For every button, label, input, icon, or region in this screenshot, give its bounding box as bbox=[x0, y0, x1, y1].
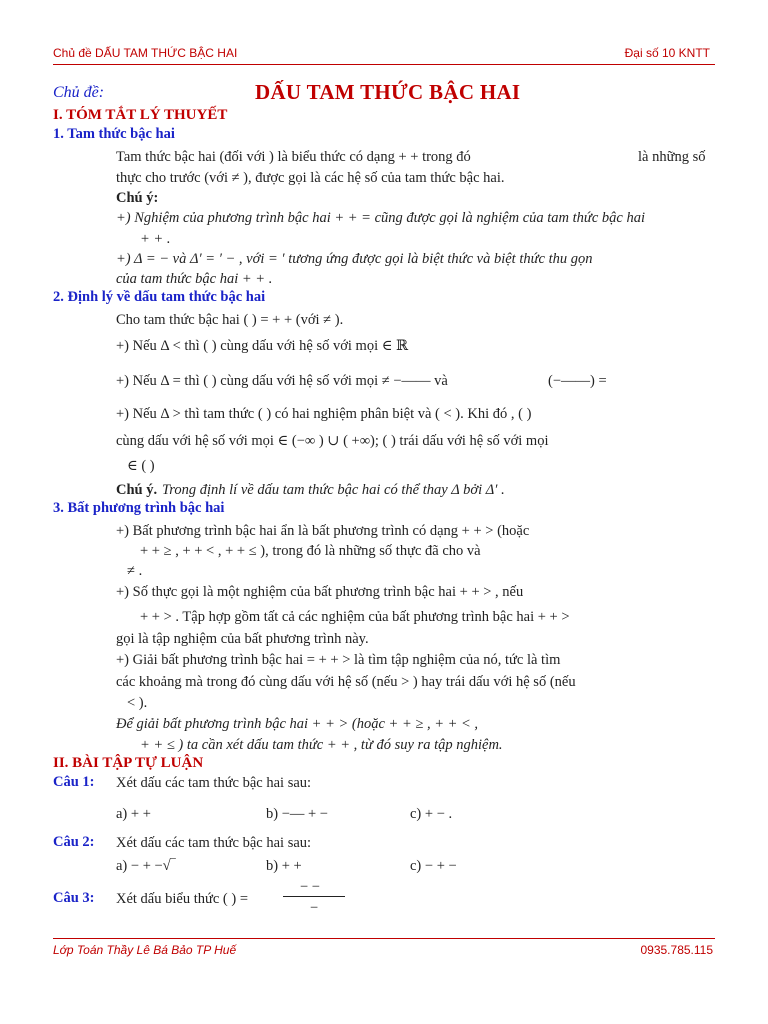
para-line: Tam thức bậc hai (đối với ) là biểu thức có dạng + + trong đó bbox=[116, 149, 471, 165]
para-line: là những số bbox=[638, 149, 706, 165]
para-line: + + ≤ ) ta cần xét dấu tam thức + + , từ đó suy ra tập nghiệm. bbox=[140, 737, 503, 753]
note-label: Chú ý. bbox=[116, 482, 158, 498]
page-title: DẤU TAM THỨC BẬC HAI bbox=[255, 80, 521, 104]
subsection-1-heading: 1. Tam thức bậc hai bbox=[53, 126, 175, 142]
footer-rule bbox=[53, 938, 715, 939]
subsection-3-heading: 3. Bất phương trình bậc hai bbox=[53, 500, 225, 516]
question-2-a: a) − + −√‾ bbox=[116, 858, 176, 874]
para-line: + + > . Tập hợp gồm tất cả các nghiệm của bất phương trình bậc hai + + > bbox=[140, 609, 570, 625]
para-line: ∈ ( ) bbox=[127, 458, 155, 474]
note-line: + + . bbox=[140, 231, 171, 247]
para-line: thực cho trước (với ≠ ), được gọi là các hệ số của tam thức bậc hai. bbox=[116, 170, 505, 186]
fraction-numerator: − − bbox=[300, 879, 320, 895]
question-1-b: b) −— + − bbox=[266, 806, 328, 822]
para-line: +) Nếu Δ < thì ( ) cùng dấu với hệ số với mọi ∈ ℝ bbox=[116, 338, 409, 354]
para-line: (−——) = bbox=[548, 373, 607, 389]
para-line: +) Nếu Δ > thì tam thức ( ) có hai nghiệm phân biệt và ( < ). Khi đó , ( ) bbox=[116, 406, 532, 422]
para-line: +) Bất phương trình bậc hai ẩn là bất phương trình có dạng + + > (hoặc bbox=[116, 523, 530, 539]
para-line: ≠ . bbox=[127, 563, 143, 579]
subsection-2-heading: 2. Định lý về dấu tam thức bậc hai bbox=[53, 289, 266, 305]
para-line: < ). bbox=[127, 695, 148, 711]
header-right: Đại số 10 KNTT bbox=[624, 46, 710, 60]
question-2-c: c) − + − bbox=[410, 858, 457, 874]
para-line: gọi là tập nghiệm của bất phương trình này. bbox=[116, 631, 369, 647]
para-line: + + ≥ , + + < , + + ≤ ), trong đó là những số thực đã cho và bbox=[140, 543, 481, 559]
para-line: +) Nếu Δ = thì ( ) cùng dấu với hệ số với mọi ≠ −—— và bbox=[116, 373, 448, 389]
question-3-text: Xét dấu biểu thức ( ) = bbox=[116, 891, 248, 907]
para-line: Cho tam thức bậc hai ( ) = + + (với ≠ ). bbox=[116, 312, 344, 328]
question-3-label: Câu 3: bbox=[53, 890, 95, 906]
para-line: các khoảng mà trong đó cùng dấu với hệ số (nếu > ) hay trái dấu với hệ số (nếu bbox=[116, 674, 576, 690]
question-1-text: Xét dấu các tam thức bậc hai sau: bbox=[116, 775, 312, 791]
fraction-bar bbox=[283, 896, 345, 897]
para-line: +) Số thực gọi là một nghiệm của bất phương trình bậc hai + + > , nếu bbox=[116, 584, 524, 600]
footer-right: 0935.785.115 bbox=[640, 943, 713, 957]
para-line: Để giải bất phương trình bậc hai + + > (hoặc + + ≥ , + + < , bbox=[116, 716, 479, 732]
question-1-a: a) + + bbox=[116, 806, 151, 822]
note-line: Trong định lí về dấu tam thức bậc hai có thể thay Δ bởi Δ′ . bbox=[162, 482, 505, 498]
header-left: Chủ đề DẤU TAM THỨC BẬC HAI bbox=[53, 46, 238, 60]
note-label: Chú ý: bbox=[116, 190, 159, 206]
fraction-denominator: − bbox=[310, 900, 319, 916]
footer-left: Lớp Toán Thầy Lê Bá Bảo TP Huế bbox=[53, 943, 237, 957]
section-2-heading: II. BÀI TẬP TỰ LUẬN bbox=[53, 755, 204, 771]
question-2-b: b) + + bbox=[266, 858, 302, 874]
question-2-text: Xét dấu các tam thức bậc hai sau: bbox=[116, 835, 312, 851]
topic-label: Chủ đề: bbox=[53, 84, 105, 101]
header-rule bbox=[53, 64, 715, 65]
note-line: +) Δ = − và Δ′ = ′ − , với = ′ tương ứng được gọi là biệt thức và biệt thức thu gọn bbox=[116, 251, 593, 267]
question-1-c: c) + − . bbox=[410, 806, 453, 822]
note-line: +) Nghiệm của phương trình bậc hai + + = cũng được gọi là nghiệm của tam thức bậc hai bbox=[116, 210, 645, 226]
section-1-heading: I. TÓM TẮT LÝ THUYẾT bbox=[53, 107, 228, 123]
note-line: của tam thức bậc hai + + . bbox=[116, 271, 273, 287]
question-2-label: Câu 2: bbox=[53, 834, 95, 850]
para-line: cùng dấu với hệ số với mọi ∈ (−∞ ) ∪ ( +∞); ( ) trái dấu với hệ số với mọi bbox=[116, 433, 549, 449]
question-1-label: Câu 1: bbox=[53, 774, 95, 790]
para-line: +) Giải bất phương trình bậc hai = + + > là tìm tập nghiệm của nó, tức là tìm bbox=[116, 652, 561, 668]
